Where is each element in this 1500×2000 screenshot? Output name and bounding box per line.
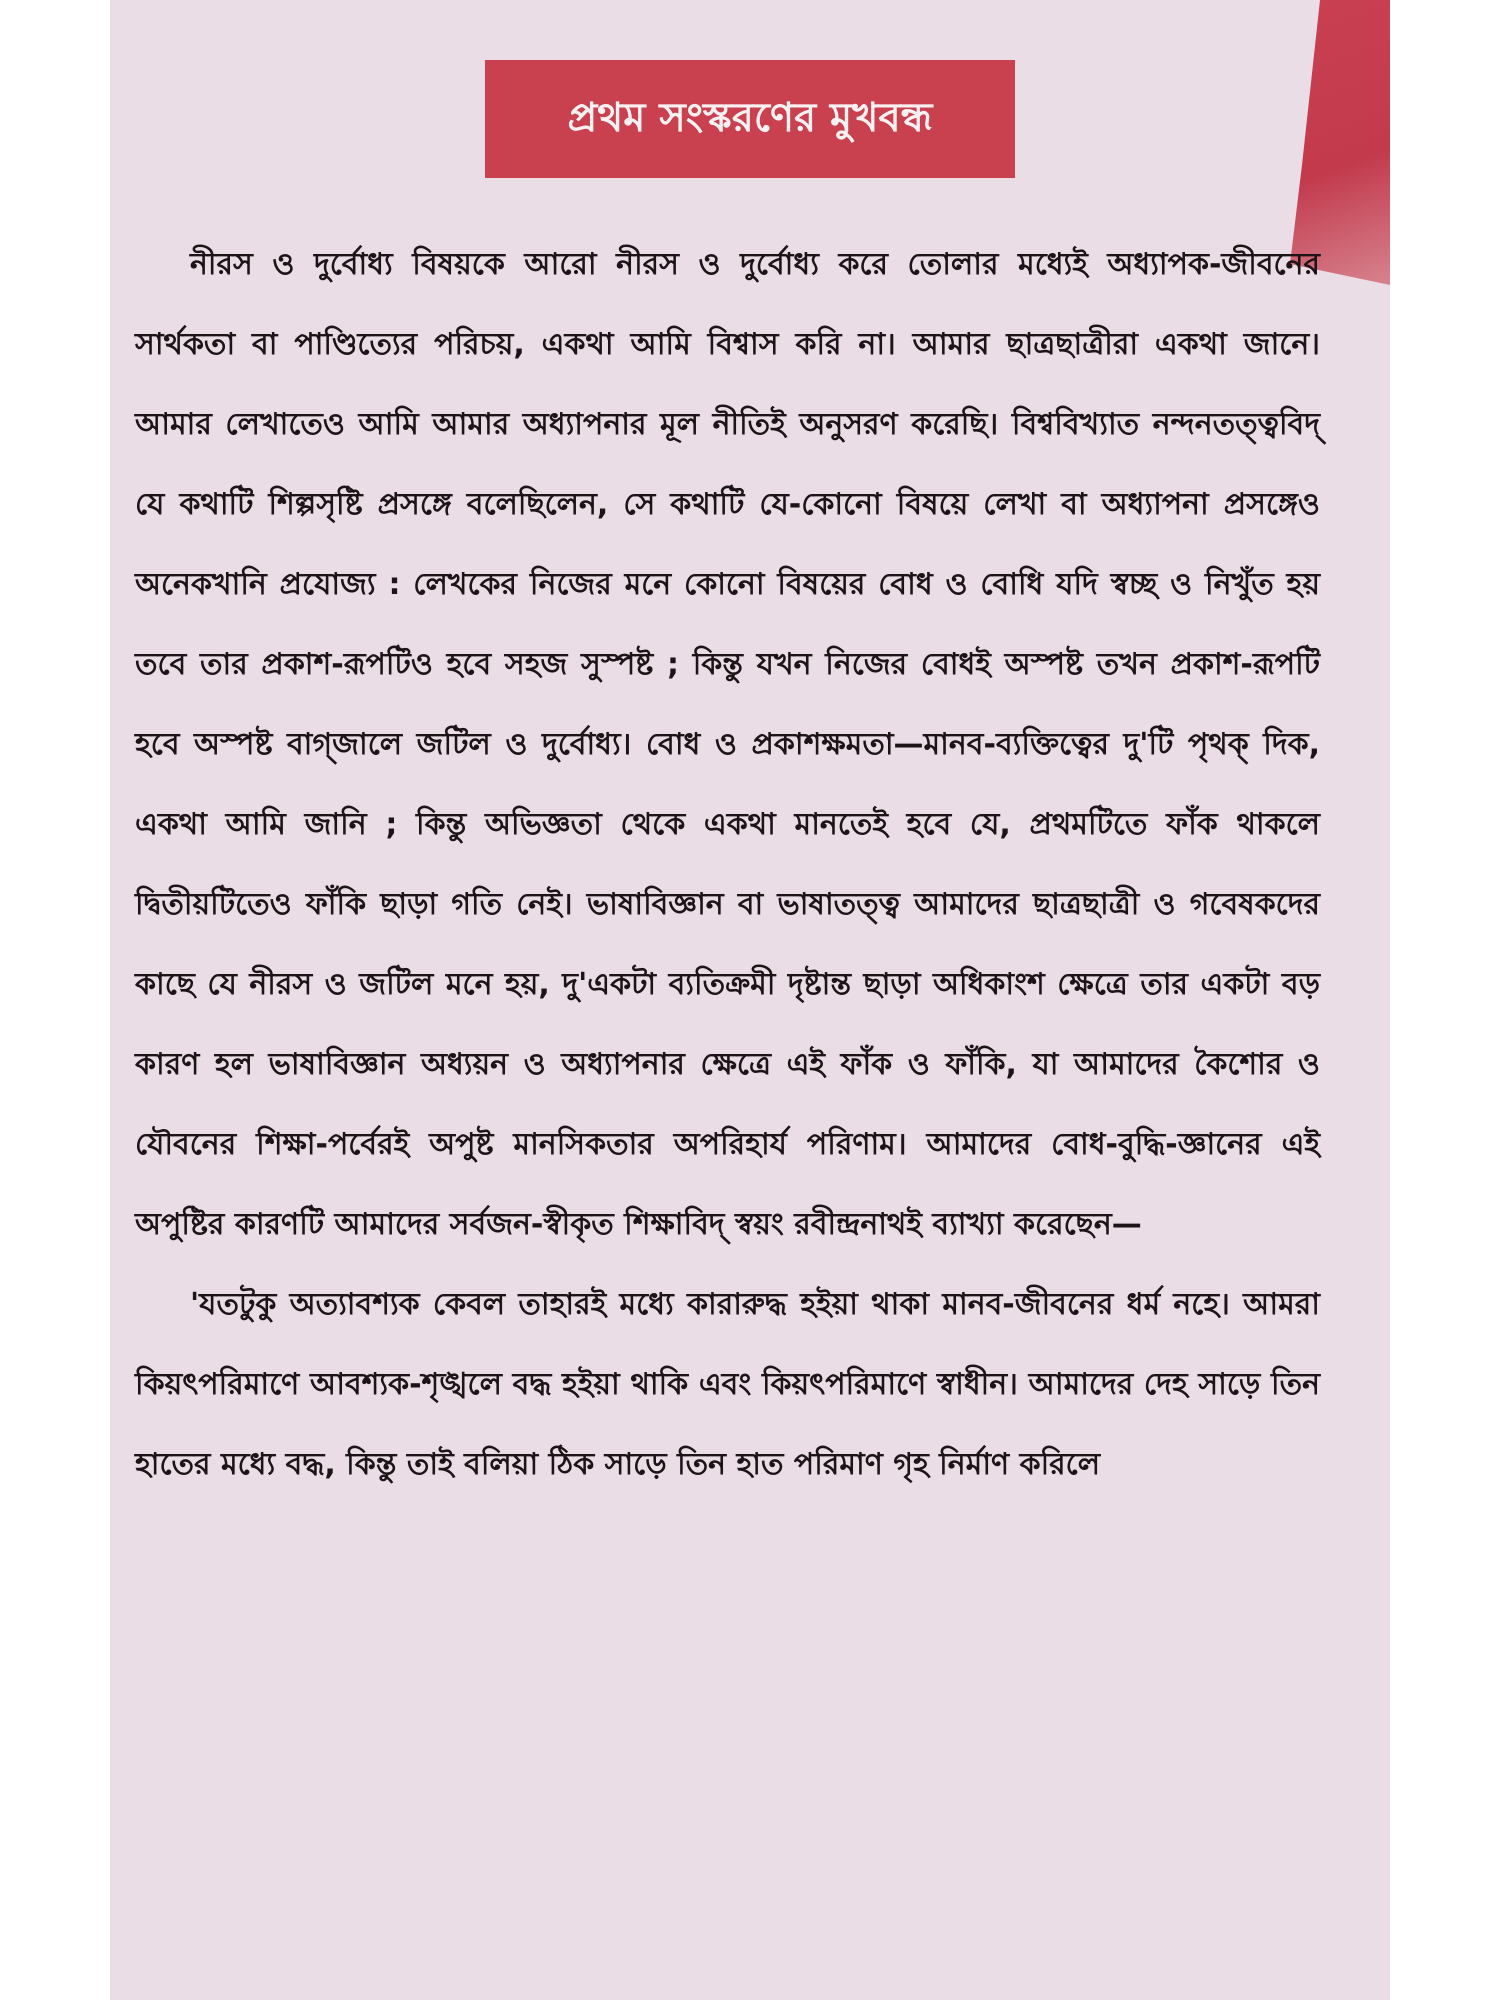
preface-body	[135, 225, 1320, 1505]
preface-paragraph: নীরস ও দুর্বোধ্য বিষয়কে আরো নীরস ও দুর্বোধ্য করে তোলার মধ্যেই অধ্যাপক-জীবনের সার্থকতা বা পাণ্ডিত্যের পরিচয়, একথা আমি বিশ্বাস করি না। আমার ছাত্রছাত্রীরা একথা জানে। আমার লেখাতেও আমি আমার অধ্যাপনার মূল নীতিই অনুসরণ করেছি। বিশ্ববিখ্যাত নন্দনতত্ত্ববিদ্ যে কথাটি শিল্পসৃষ্টি প্রসঙ্গে বলেছিলেন, সে কথাটি যে-কোনো বিষয়ে লেখা বা অধ্যাপনা প্রসঙ্গেও অনেকখানি প্রযোজ্য : লেখকের নিজের মনে কোনো বিষয়ের বোধ ও বোধি যদি স্বচ্ছ ও নিখুঁত হয় তবে তার প্রকাশ-রূপটিও হবে সহজ সুস্পষ্ট ; কিন্তু যখন নিজের বোধই অস্পষ্ট তখন প্রকাশ-রূপটি হবে অস্পষ্ট বাগ্‌জালে জটিল ও দুর্বোধ্য। বোধ ও প্রকাশক্ষমতা—মানব-ব্যক্তিত্বের দু'টি পৃথক্ দিক, একথা আমি জানি ; কিন্তু অভিজ্ঞতা থেকে একথা মানতেই হবে যে, প্রথমটিতে ফাঁক থাকলে দ্বিতীয়টিতেও ফাঁকি ছাড়া গতি নেই। ভাষাবিজ্ঞান বা ভাষাতত্ত্ব আমাদের ছাত্রছাত্রী ও গবেষকদের কাছে যে নীরস ও জটিল মনে হয়, দু'একটা ব্যতিক্রমী দৃষ্টান্ত ছাড়া অধিকাংশ ক্ষেত্রে তার একটা বড় কারণ হল ভাষাবিজ্ঞান অধ্যয়ন ও অধ্যাপনার ক্ষেত্রে এই ফাঁক ও ফাঁকি, যা আমাদের কৈশোর ও যৌবনের শিক্ষা-পর্বেরই অপুষ্ট মানসিকতার অপরিহার্য পরিণাম। আমাদের বোধ-বুদ্ধি-জ্ঞানের এই অপুষ্টির কারণটি আমাদের সর্বজন-স্বীকৃত শিক্ষাবিদ্ স্বয়ং রবীন্দ্রনাথই ব্যাখ্যা করেছেন—	[135, 247, 1321, 1242]
section-heading-band	[485, 60, 1015, 178]
book-page	[110, 0, 1390, 2000]
section-heading: প্রথম সংস্করণের মুখবন্ধ	[567, 94, 933, 141]
quotation-paragraph: 'যতটুকু অত্যাবশ্যক কেবল তাহারই মধ্যে কারারুদ্ধ হইয়া থাকা মানব-জীবনের ধর্ম নহে। আমরা কিয়ৎপরিমাণে আবশ্যক-শৃঙ্খলে বদ্ধ হইয়া থাকি এবং কিয়ৎপরিমাণে স্বাধীন। আমাদের দেহ সাড়ে তিন হাতের মধ্যে বদ্ধ, কিন্তু তাই বলিয়া ঠিক সাড়ে তিন হাত পরিমাণ গৃহ নির্মাণ করিলে	[135, 1287, 1320, 1482]
